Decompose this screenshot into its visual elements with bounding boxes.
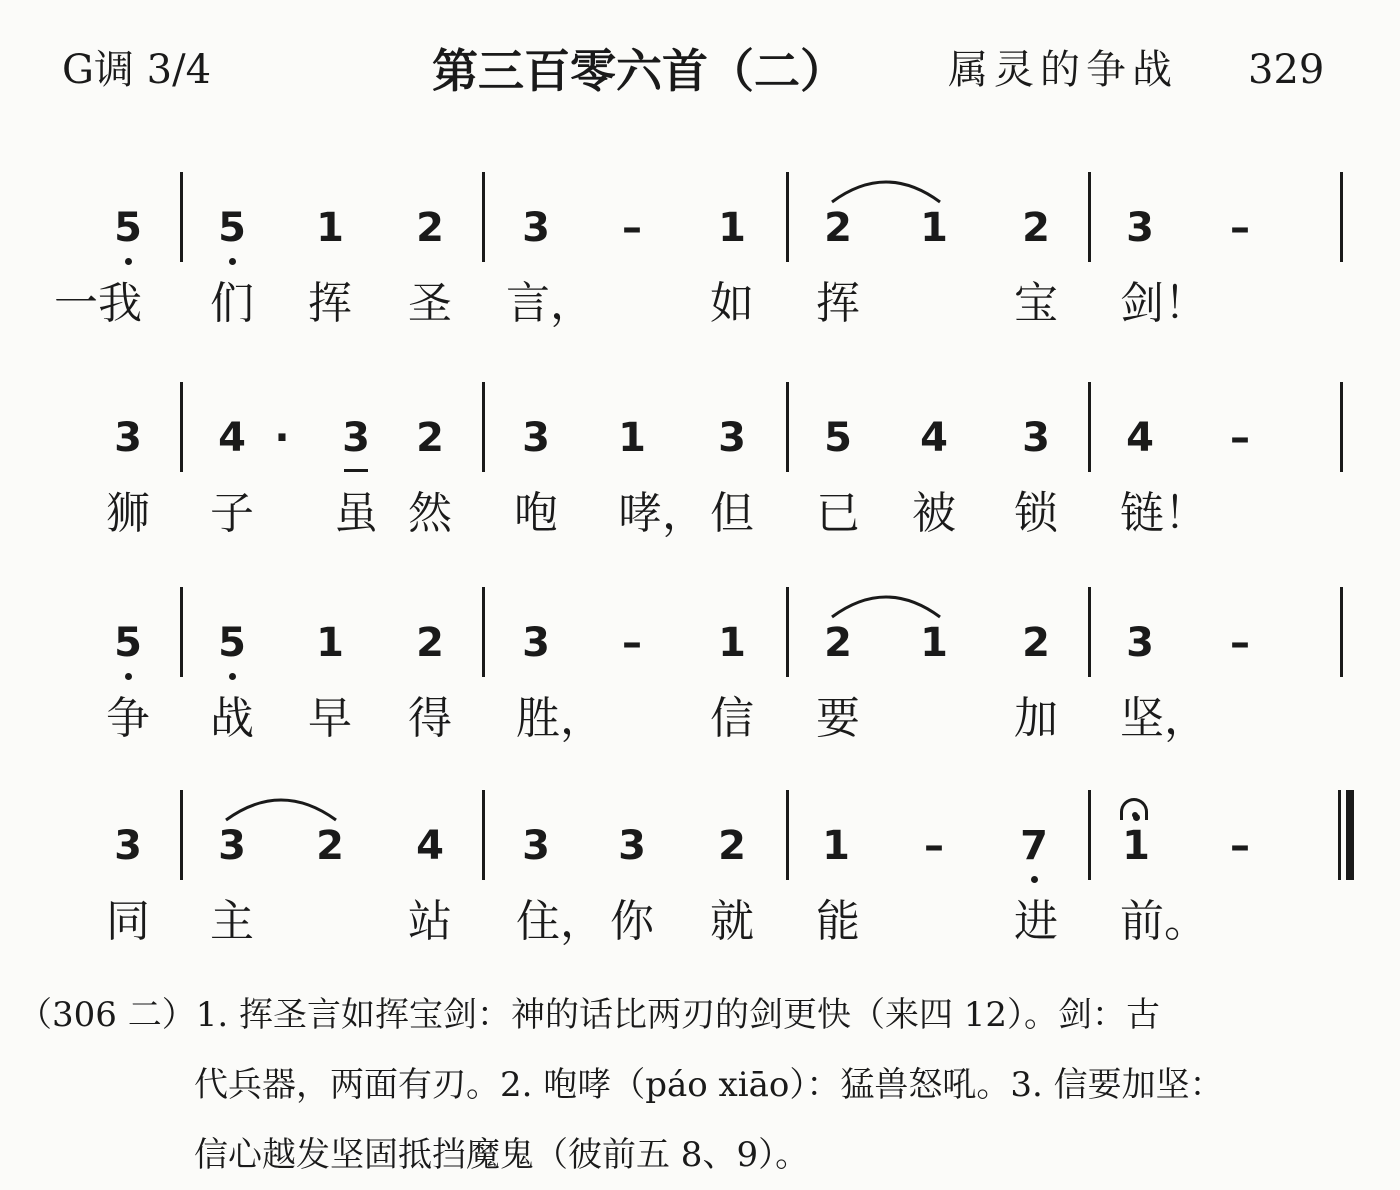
lyric-syllable: 要 <box>816 693 860 744</box>
note: 4 <box>920 415 948 461</box>
note: 5 <box>212 208 252 248</box>
note: 1 <box>718 205 746 251</box>
note: 2 <box>1022 620 1050 666</box>
footnote-line-1: （306 二）1. 挥圣言如挥宝剑：神的话比两刃的剑更快（来四 12）。剑：古 <box>18 995 1161 1035</box>
lyric-syllable: 链！ <box>1120 488 1208 539</box>
lyric-syllable: 争 <box>106 693 150 744</box>
key-time-signature: G调 3/4 <box>62 47 212 93</box>
lyric-syllable: 然 <box>408 488 452 539</box>
note: 5 <box>212 623 252 663</box>
note: 2 <box>824 205 852 251</box>
lyric-syllable: 站 <box>408 896 452 947</box>
note: 2 <box>824 620 852 666</box>
lyric-syllable: 同 <box>106 896 150 947</box>
note: 3 <box>522 205 550 251</box>
note: 3 <box>114 415 142 461</box>
eighth-note-underline <box>344 469 368 472</box>
lyric-syllable: 加 <box>1014 693 1058 744</box>
octave-dot-below <box>125 258 132 265</box>
barline <box>180 790 183 880</box>
note: 2 <box>416 620 444 666</box>
lyric-syllable: 你 <box>610 896 654 947</box>
note: 3 <box>1022 415 1050 461</box>
augmentation-mark: · <box>274 415 290 461</box>
lyric-syllable: 剑！ <box>1120 278 1208 329</box>
lyric-syllable: 已 <box>816 488 860 539</box>
lyric-syllable: 宝 <box>1014 278 1058 329</box>
lyric-syllable: 前。 <box>1120 896 1208 947</box>
lyric-syllable: 狮 <box>106 488 150 539</box>
lyric-syllable: 圣 <box>408 278 452 329</box>
final-barline-thick <box>1346 790 1354 880</box>
barline <box>1088 172 1091 262</box>
octave-dot-below <box>229 673 236 680</box>
octave-dot-below <box>1031 876 1038 883</box>
barline <box>1088 790 1091 880</box>
octave-dot-below <box>229 258 236 265</box>
lyric-syllable: 如 <box>710 278 754 329</box>
note: 3 <box>218 823 246 869</box>
note: 4 <box>416 823 444 869</box>
lyric-syllable: 言， <box>506 278 594 329</box>
barline <box>482 382 485 472</box>
footnote <box>18 980 1388 1190</box>
augmentation-mark: – <box>924 823 944 869</box>
note: 5 <box>824 415 852 461</box>
note: 1 <box>920 205 948 251</box>
note: 3 <box>336 418 376 458</box>
footnote-line-2: 代兵器，两面有刃。2. 咆哮（páo xiāo）：猛兽怒吼。3. 信要加坚： <box>194 1065 1224 1105</box>
lyric-syllable: 主 <box>210 896 254 947</box>
octave-dot-below <box>125 673 132 680</box>
end-barline <box>1340 172 1343 262</box>
lyric-syllable: 信 <box>710 693 754 744</box>
lyric-syllable: 住， <box>516 896 604 947</box>
lyric-syllable: 挥 <box>816 278 860 329</box>
note: 3 <box>1126 205 1154 251</box>
lyric-syllable: 子 <box>210 488 254 539</box>
lyric-syllable: 战 <box>210 693 254 744</box>
note: 7 <box>1014 826 1054 866</box>
lyric-syllable: 得 <box>408 693 452 744</box>
note: 1 <box>316 205 344 251</box>
note: 1 <box>316 620 344 666</box>
lyric-syllable: 胜， <box>516 693 604 744</box>
final-barline-thin <box>1338 790 1341 880</box>
hymn-subtitle: 属灵的争战 <box>948 47 1178 93</box>
augmentation-mark: – <box>622 205 642 251</box>
lyric-syllable: 虽 <box>334 488 378 539</box>
note: 1 <box>718 620 746 666</box>
note: 3 <box>1126 620 1154 666</box>
note: 3 <box>114 823 142 869</box>
lyric-syllable: 挥 <box>308 278 352 329</box>
slur-icon <box>224 790 338 824</box>
hymn-title: 第三百零六首（二） <box>432 44 846 98</box>
note: 4 <box>218 415 246 461</box>
barline <box>786 172 789 262</box>
lyric-syllable: 坚， <box>1120 693 1208 744</box>
lyric-syllable: 们 <box>210 278 254 329</box>
augmentation-mark: – <box>1230 823 1250 869</box>
barline <box>180 382 183 472</box>
barline <box>786 790 789 880</box>
note: 5 <box>108 208 148 248</box>
note: 1 <box>822 823 850 869</box>
slur-icon <box>830 587 942 621</box>
note: 1 <box>1116 826 1156 866</box>
note: 2 <box>718 823 746 869</box>
barline <box>482 790 485 880</box>
lyric-syllable: 早 <box>308 693 352 744</box>
note: 3 <box>522 823 550 869</box>
barline <box>786 382 789 472</box>
lyric-syllable: 锁 <box>1014 488 1058 539</box>
lyric-syllable: 一我 <box>54 278 142 329</box>
note: 2 <box>1022 205 1050 251</box>
note: 3 <box>618 823 646 869</box>
augmentation-mark: – <box>1230 415 1250 461</box>
note: 2 <box>316 823 344 869</box>
augmentation-mark: – <box>1230 620 1250 666</box>
lyric-syllable: 但 <box>710 488 754 539</box>
barline <box>786 587 789 677</box>
slur-icon <box>830 172 942 206</box>
lyric-syllable: 进 <box>1014 896 1058 947</box>
barline <box>180 587 183 677</box>
note: 1 <box>920 620 948 666</box>
footnote-line-3: 信心越发坚固抵挡魔鬼（彼前五 8、9）。 <box>194 1135 810 1175</box>
note: 4 <box>1126 415 1154 461</box>
lyric-syllable: 被 <box>912 488 956 539</box>
barline <box>482 587 485 677</box>
note: 1 <box>618 415 646 461</box>
note: 2 <box>416 415 444 461</box>
note: 3 <box>522 415 550 461</box>
barline <box>180 172 183 262</box>
fermata-icon <box>1120 798 1148 820</box>
lyric-syllable: 能 <box>816 896 860 947</box>
note: 5 <box>108 623 148 663</box>
barline <box>1088 382 1091 472</box>
page-number: 329 <box>1248 47 1325 93</box>
note: 3 <box>522 620 550 666</box>
lyric-syllable: 就 <box>710 896 754 947</box>
end-barline <box>1340 587 1343 677</box>
lyric-syllable: 咆 <box>514 488 558 539</box>
note: 2 <box>416 205 444 251</box>
lyric-syllable: 哮， <box>618 488 706 539</box>
augmentation-mark: – <box>1230 205 1250 251</box>
note: 3 <box>718 415 746 461</box>
augmentation-mark: – <box>622 620 642 666</box>
barline <box>1088 587 1091 677</box>
end-barline <box>1340 382 1343 472</box>
barline <box>482 172 485 262</box>
